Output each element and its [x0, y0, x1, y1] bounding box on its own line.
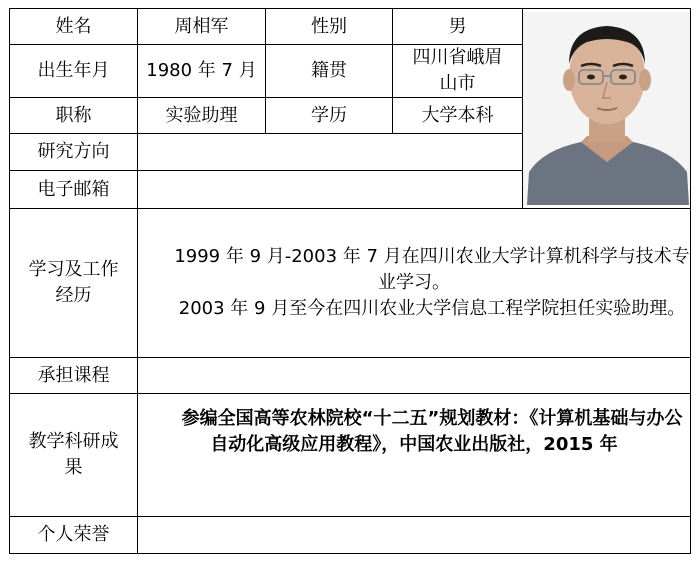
- email-label: 电子邮箱: [10, 171, 138, 209]
- experience-paragraph: 1999 年 9 月-2003 年 7 月在四川农业大学计算机科学与技术专业学习。: [174, 246, 690, 293]
- experience-label-line2: 经历: [55, 285, 92, 306]
- experience-label-line1: 学习及工作: [28, 259, 119, 280]
- courses-label: 承担课程: [10, 358, 138, 394]
- gender-label: 性别: [266, 9, 393, 45]
- portrait-image: [523, 12, 690, 205]
- education-value: 大学本科: [393, 98, 523, 134]
- native-place-label: 籍贯: [266, 45, 393, 98]
- honors-value: [138, 517, 691, 554]
- title-value: 实验助理: [138, 98, 266, 134]
- email-value: [138, 171, 523, 209]
- achievements-label-line2: 果: [64, 457, 83, 478]
- achievement-item: 参编全国高等农林院校“十二五”规划教材：《计算机基础与办公自动化高级应用教程》，中国农业出版社，2015 年: [181, 408, 683, 455]
- name-value: 周相军: [138, 9, 266, 45]
- birth-value: 1980 年 7 月: [138, 45, 266, 98]
- profile-table: [9, 8, 691, 554]
- research-value: [138, 134, 523, 171]
- honors-label: 个人荣誉: [10, 517, 138, 554]
- experience-paragraph: 2003 年 9 月至今在四川农业大学信息工程学院担任实验助理。: [178, 298, 686, 319]
- achievements-label: [10, 394, 138, 517]
- education-label: 学历: [266, 98, 393, 134]
- experience-content: [138, 209, 691, 358]
- native-place-line2: 山市: [439, 73, 476, 94]
- name-label: 姓名: [10, 9, 138, 45]
- native-place-value: [393, 45, 523, 98]
- experience-label: [10, 209, 138, 358]
- title-label: 职称: [10, 98, 138, 134]
- gender-value: 男: [393, 9, 523, 45]
- courses-value: [138, 358, 691, 394]
- native-place-line1: 四川省峨眉: [412, 47, 503, 68]
- profile-photo: [523, 12, 690, 205]
- achievements-content: [138, 394, 691, 517]
- photo-cell: [523, 9, 691, 209]
- research-label: 研究方向: [10, 134, 138, 171]
- birth-label: 出生年月: [10, 45, 138, 98]
- achievements-label-line1: 教学科研成: [28, 431, 119, 452]
